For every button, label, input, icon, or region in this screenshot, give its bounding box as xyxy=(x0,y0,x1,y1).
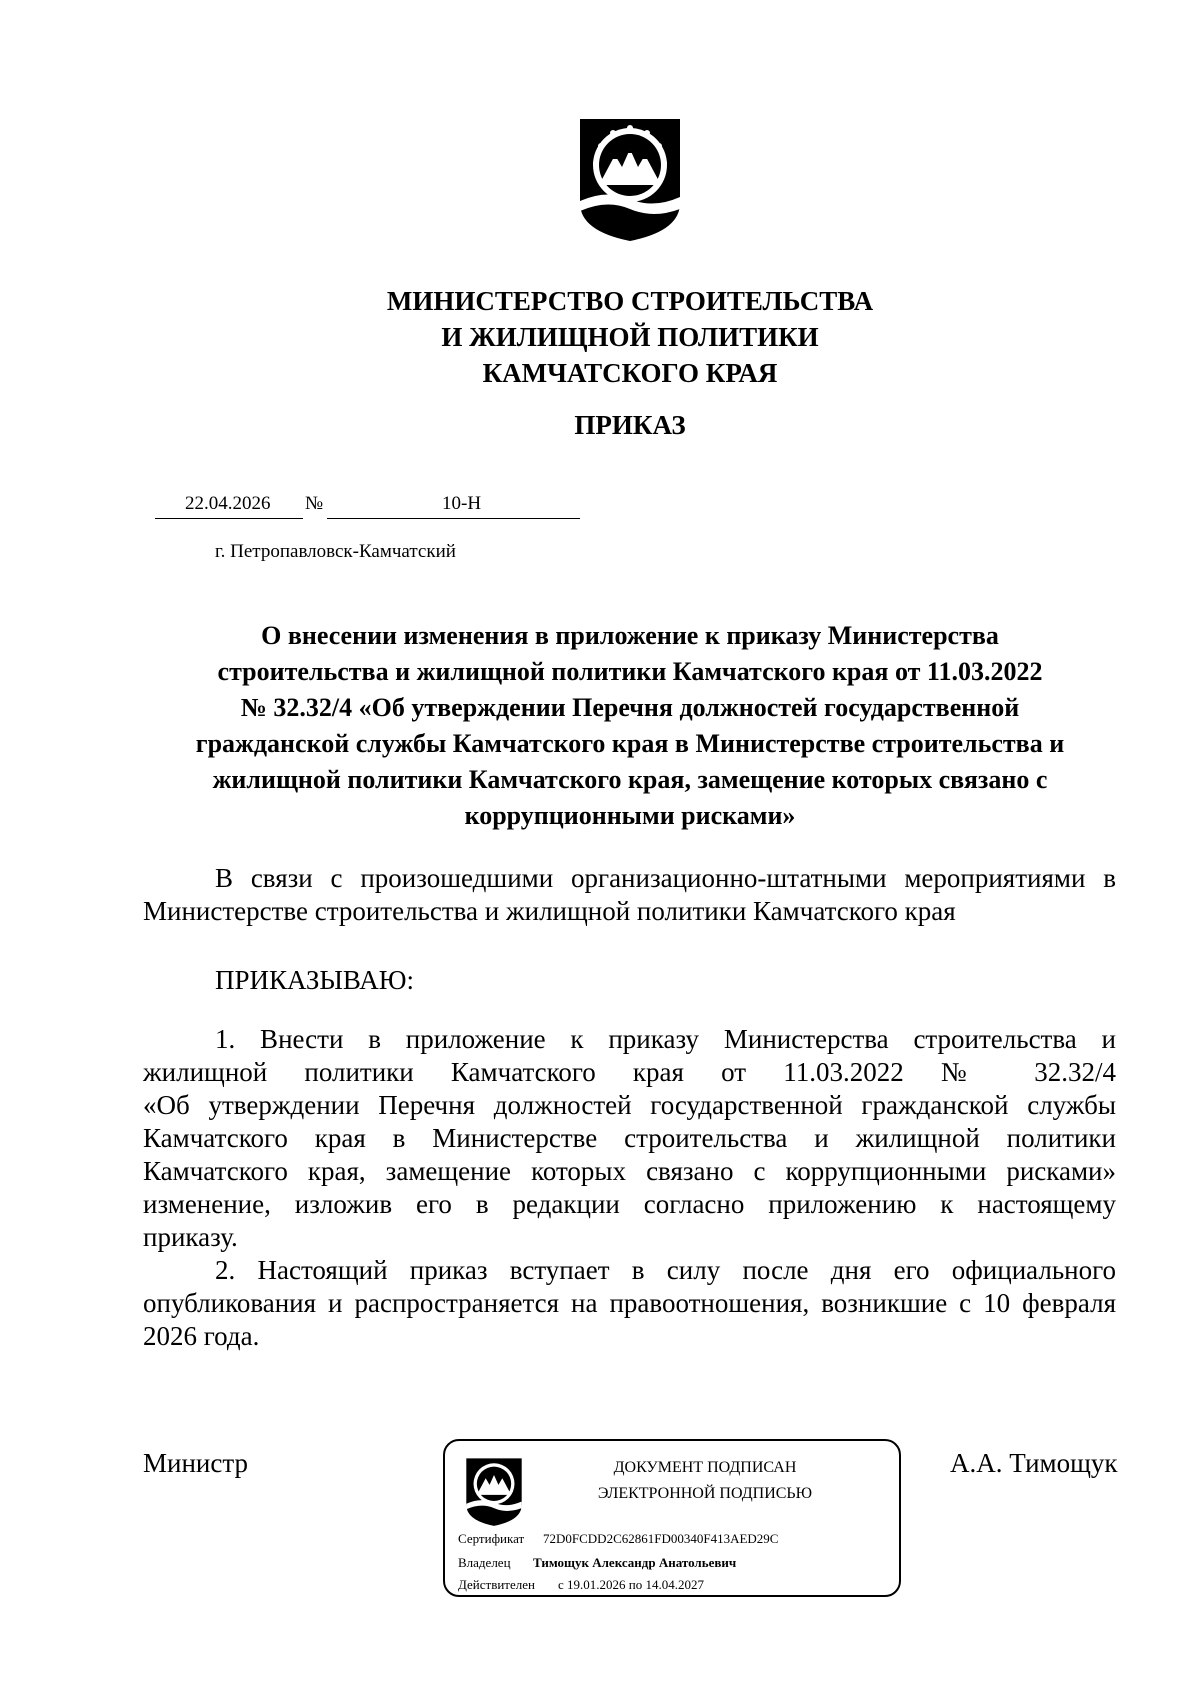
item-1-line: Камчатского края в Министерстве строительства и жилищной политики xyxy=(143,1123,1116,1153)
certificate-label: Сертификат xyxy=(458,1531,525,1546)
owner-label: Владелец xyxy=(458,1555,511,1570)
item-1-line: приказу. xyxy=(143,1222,238,1252)
item-1-line: «Об утверждении Перечня должностей государственной гражданской службы xyxy=(143,1090,1116,1120)
item-2-line: 2026 года. xyxy=(143,1321,260,1351)
item-1-line: жилищной политики Камчатского края от 11.03.2022 № 32.32/4 xyxy=(143,1057,1116,1087)
owner-value: Тимощук Александр Анатольевич xyxy=(533,1555,737,1570)
subject-line: коррупционными рисками» xyxy=(464,801,796,830)
organization-name xyxy=(300,283,960,391)
registration-line xyxy=(155,493,580,519)
signatory-name: А.А. Тимощук xyxy=(950,1448,1118,1478)
order-word: ПРИКАЗЫВАЮ: xyxy=(215,965,414,995)
stamp-title xyxy=(555,1455,855,1507)
subject-line: жилищной политики Камчатского края, замещение которых связано с xyxy=(212,765,1048,794)
item-2-line: опубликования и распространяется на правоотношения, возникшие с 10 февраля xyxy=(143,1288,1116,1318)
item-1-line: 1. Внести в приложение к приказу Министерства строительства и xyxy=(215,1024,1116,1054)
valid-label: Действителен xyxy=(458,1577,535,1592)
item-2-line: 2. Настоящий приказ вступает в силу после дня его официального xyxy=(215,1255,1116,1285)
item-2 xyxy=(143,1254,1116,1353)
organization-line-3: КАМЧАТСКОГО КРАЯ xyxy=(482,358,778,388)
preamble-line: Министерстве строительства и жилищной политики Камчатского края xyxy=(143,896,956,926)
e-signature-stamp xyxy=(443,1439,901,1597)
valid-value: с 19.01.2026 по 14.04.2027 xyxy=(558,1577,704,1592)
document-subject xyxy=(150,618,1110,834)
city: г. Петропавловск-Камчатский xyxy=(215,541,456,562)
item-1 xyxy=(143,1023,1116,1254)
stamp-owner-row xyxy=(458,1555,736,1571)
stamp-coat-of-arms-icon xyxy=(463,1455,525,1527)
coat-of-arms-icon xyxy=(577,113,683,243)
organization-line-2: И ЖИЛИЩНОЙ ПОЛИТИКИ xyxy=(441,322,819,352)
stamp-title-line: ЭЛЕКТРОННОЙ ПОДПИСЬЮ xyxy=(597,1485,813,1502)
item-1-line: Камчатского края, замещение которых связано с коррупционными рисками» xyxy=(143,1156,1116,1186)
registration-date: 22.04.2026 xyxy=(185,493,271,514)
subject-line: гражданской службы Камчатского края в Министерстве строительства и xyxy=(195,729,1065,758)
subject-line: строительства и жилищной политики Камчатского края от 11.03.2022 xyxy=(217,657,1043,686)
number-sign: № xyxy=(305,493,324,514)
preamble xyxy=(143,862,1116,928)
registration-number: 10-Н xyxy=(442,493,482,514)
subject-line: № 32.32/4 «Об утверждении Перечня должностей государственной xyxy=(240,693,1020,722)
stamp-title-line: ДОКУМЕНТ ПОДПИСАН xyxy=(613,1459,797,1476)
stamp-certificate-row xyxy=(458,1531,778,1547)
subject-line: О внесении изменения в приложение к приказу Министерства xyxy=(261,621,999,650)
document-type: ПРИКАЗ xyxy=(574,410,686,440)
preamble-line: В связи с произошедшими организационно-штатными мероприятиями в xyxy=(215,863,1116,893)
item-1-line: изменение, изложив его в редакции согласно приложению к настоящему xyxy=(143,1189,1116,1219)
organization-line-1: МИНИСТЕРСТВО СТРОИТЕЛЬСТВА xyxy=(386,286,874,316)
stamp-validity-row xyxy=(458,1577,704,1593)
signatory-position: Министр xyxy=(143,1448,248,1478)
certificate-value: 72D0FCDD2C62861FD00340F413AED29C xyxy=(543,1531,779,1546)
